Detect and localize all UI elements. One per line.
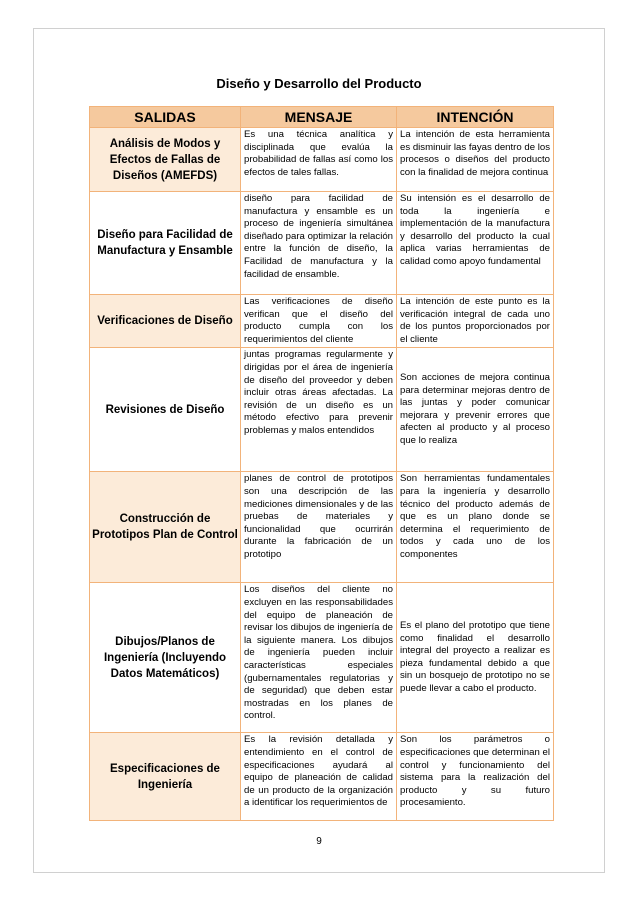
table-row (90, 128, 554, 192)
intencion-cell: Son acciones de mejora continua para determinar mejoras dentro de las juntas y poder comunicar mejorara y prevenir errores que afecten al producto y al proceso que lo realiza (397, 348, 554, 472)
salida-cell: Revisiones de Diseño (90, 348, 241, 472)
intencion-cell: La intención de esta herramienta es disminuir las fayas dentro de los procesos o diseños del producto con la finalidad de mejora continua (397, 128, 554, 192)
salida-cell: Análisis de Modos y Efectos de Fallas de Diseños (AMEFDS) (90, 128, 241, 192)
table-row (90, 472, 554, 583)
table-row (90, 733, 554, 821)
intencion-cell: Son los parámetros o especificaciones que determinan el control y funcionamiento del sistema para la realización del producto y su futuro procesamiento. (397, 733, 554, 821)
salida-cell: Construcción de Prototipos Plan de Control (90, 472, 241, 583)
mensaje-cell: diseño para facilidad de manufactura y ensamble es un proceso de ingeniería simultánea diseñado para optimizar la relación entre la función de diseño, la Facilidad de manufactura y la facilidad de ensamble. (241, 192, 397, 295)
page-number: 9 (316, 836, 322, 847)
design-table (89, 106, 554, 821)
mensaje-cell: Es una técnica analítica y disciplinada que evalúa la probabilidad de fallas así como los efectos de tales fallas. (241, 128, 397, 192)
header-mensaje: MENSAJE (241, 107, 397, 128)
intencion-cell: La intención de este punto es la verificación integral de cada uno de los puntos proporcionados por el cliente (397, 295, 554, 348)
mensaje-cell: juntas programas regularmente y dirigidas por el área de ingeniería de diseño del proveedor y deben incluir otras áreas afectadas. La revisión de un diseño es un método efectivo para prevenir problemas y malos entendidos (241, 348, 397, 472)
header-intencion: INTENCIÓN (397, 107, 554, 128)
salida-cell: Verificaciones de Diseño (90, 295, 241, 348)
salida-cell: Especificaciones de Ingeniería (90, 733, 241, 821)
intencion-cell: Son herramientas fundamentales para la ingeniería y desarrollo técnico del producto además de que es un plano donde se determina el requerimiento de todos y cada uno de los componentes (397, 472, 554, 583)
page-title: Diseño y Desarrollo del Producto (216, 76, 422, 91)
table-row (90, 583, 554, 733)
table-row (90, 192, 554, 295)
salida-cell: Diseño para Facilidad de Manufactura y Ensamble (90, 192, 241, 295)
mensaje-cell: Los diseños del cliente no excluyen en las responsabilidades del equipo de planeación de revisar los dibujos de ingeniería de la siguiente manera. Los dibujos de ingeniería pueden incluir características especiales (gubernamentales regulatorias y de seguridad) que deben estar mostradas en los planes de control. (241, 583, 397, 733)
salida-cell: Dibujos/Planos de Ingeniería (Incluyendo Datos Matemáticos) (90, 583, 241, 733)
table-row (90, 295, 554, 348)
table-header-row (90, 107, 554, 128)
table-row (90, 348, 554, 472)
mensaje-cell: planes de control de prototipos son una descripción de las mediciones dimensionales y de las pruebas de materiales y funcionalidad que ocurrirán durante la fabricación de un prototipo (241, 472, 397, 583)
mensaje-cell: Las verificaciones de diseño verifican que el diseño del producto cumpla con los requerimientos del cliente (241, 295, 397, 348)
mensaje-cell: Es la revisión detallada y entendimiento en el control de especificaciones ayudará al equipo de planeación de calidad de un producto de la organización a identificar los requerimientos de (241, 733, 397, 821)
intencion-cell: Su intensión es el desarrollo de toda la ingeniería e implementación de la manufactura y desarrollo del producto la cual aplica varias herramientas de calidad como apoyo fundamental (397, 192, 554, 295)
intencion-cell: Es el plano del prototipo que tiene como finalidad el desarrollo integral del proyecto a realizar es pieza fundamental debido a que sin un bosquejo de prototipo no se puede llevar a cabo el producto. (397, 583, 554, 733)
header-salidas: SALIDAS (90, 107, 241, 128)
